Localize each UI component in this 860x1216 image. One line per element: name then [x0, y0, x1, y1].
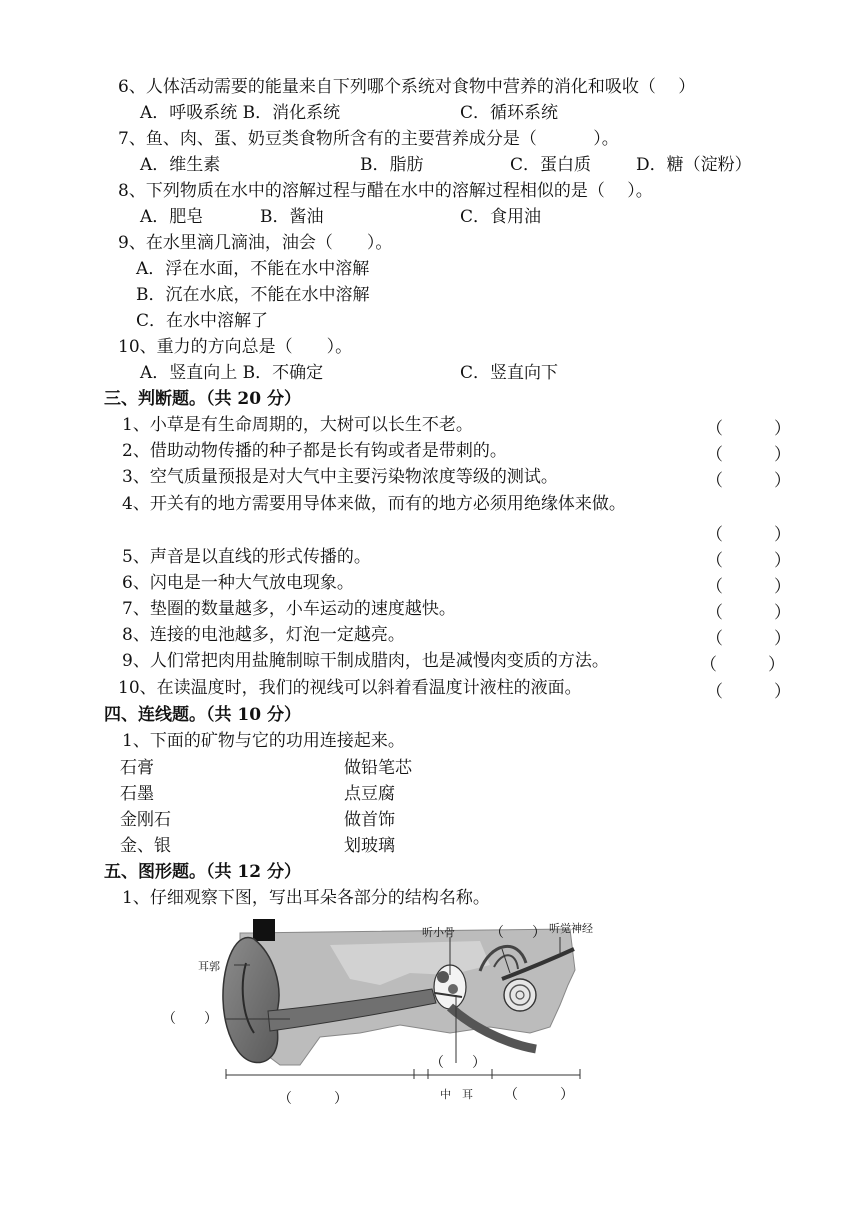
q9-option-c: C．在水中溶解了 [136, 311, 269, 331]
judge-item-2: 2、借助动物传播的种子都是长有钩或者是带刺的。 [122, 441, 507, 461]
mineral-item[interactable]: 石膏 [120, 758, 154, 778]
blank-ear-canal[interactable]: （ ） [162, 1011, 218, 1027]
q7-option-a: A．维生素 [140, 155, 221, 175]
q8-option-c: C．食用油 [460, 207, 542, 227]
mineral-item[interactable]: 金刚石 [120, 810, 171, 830]
question-9: 9、在水里滴几滴油，油会（ ）。 [118, 233, 393, 253]
question-8: 8、下列物质在水中的溶解过程与醋在水中的溶解过程相似的是（ ）。 [118, 181, 653, 201]
judge-item-4: 4、开关有的地方需要用导体来做，而有的地方必须用绝缘体来做。 [122, 494, 626, 514]
mineral-item[interactable]: 金、银 [120, 836, 171, 856]
answer-paren[interactable]: （ ） [700, 655, 785, 675]
question-7: 7、鱼、肉、蛋、奶豆类食物所含有的主要营养成分是（ ）。 [118, 129, 619, 149]
label-auricle: 耳郭 [198, 960, 220, 973]
judge-item-9: 9、人们常把肉用盐腌制晾干制成腊肉，也是减慢肉变质的方法。 [122, 651, 609, 671]
section5-title: 五、图形题。（共 12 分） [104, 862, 301, 882]
q9-option-b: B．沉在水底，不能在水中溶解 [136, 285, 370, 305]
label-ossicles: 听小骨 [422, 926, 455, 939]
q7-option-c: C．蛋白质 [510, 155, 592, 175]
judge-item-8: 8、连接的电池越多，灯泡一定越亮。 [122, 625, 405, 645]
answer-paren[interactable]: （ ） [706, 682, 791, 702]
q9-option-a: A．浮在水面，不能在水中溶解 [136, 259, 370, 279]
q7-option-b: B．脂肪 [360, 155, 424, 175]
answer-paren[interactable]: （ ） [706, 603, 791, 623]
use-item[interactable]: 划玻璃 [344, 836, 395, 856]
answer-paren[interactable]: （ ） [706, 551, 791, 571]
use-item[interactable]: 做首饰 [344, 810, 395, 830]
label-middle-ear: 中 耳 [440, 1088, 473, 1101]
judge-item-1: 1、小草是有生命周期的，大树可以长生不老。 [122, 415, 473, 435]
q7-option-d: D．糖（淀粉） [636, 155, 752, 175]
question-10: 10、重力的方向总是（ ）。 [118, 337, 353, 357]
blank-inner-ear[interactable]: （ ） [504, 1087, 574, 1103]
q6-option-c: C．循环系统 [460, 103, 559, 123]
answer-paren[interactable]: （ ） [706, 419, 791, 439]
blank-eardrum[interactable]: （ ） [430, 1055, 486, 1071]
answer-paren[interactable]: （ ） [706, 445, 791, 465]
question-6: 6、人体活动需要的能量来自下列哪个系统对食物中营养的消化和吸收（ ） [118, 77, 696, 97]
use-item[interactable]: 点豆腐 [344, 784, 395, 804]
answer-paren[interactable]: （ ） [706, 577, 791, 597]
section4-title: 四、连线题。（共 10 分） [104, 705, 301, 725]
use-item[interactable]: 做铅笔芯 [344, 758, 412, 778]
section3-title: 三、判断题。（共 20 分） [104, 389, 301, 409]
answer-paren[interactable]: （ ） [706, 525, 791, 545]
judge-item-5: 5、声音是以直线的形式传播的。 [122, 547, 371, 567]
q8-option-a: A．肥皂 [140, 207, 204, 227]
judge-item-3: 3、空气质量预报是对大气中主要污染物浓度等级的测试。 [122, 467, 558, 487]
q6-option-ab: A．呼吸系统 B．消化系统 [140, 103, 341, 123]
blank-outer-ear[interactable]: （ ） [278, 1091, 348, 1107]
blank-semicircular[interactable]: （ ） [490, 925, 546, 941]
answer-paren[interactable]: （ ） [706, 471, 791, 491]
q10-option-ab: A．竖直向上 B．不确定 [140, 363, 324, 383]
judge-item-6: 6、闪电是一种大气放电现象。 [122, 573, 354, 593]
q10-option-c: C．竖直向下 [460, 363, 559, 383]
mineral-item[interactable]: 石墨 [120, 784, 154, 804]
diagram-question: 1、仔细观察下图，写出耳朵各部分的结构名称。 [122, 888, 490, 908]
judge-item-7: 7、垫圈的数量越多，小车运动的速度越快。 [122, 599, 456, 619]
judge-item-10: 10、在读温度时，我们的视线可以斜着看温度计液柱的液面。 [118, 678, 582, 698]
answer-paren[interactable]: （ ） [706, 629, 791, 649]
match-question: 1、下面的矿物与它的功用连接起来。 [122, 731, 405, 751]
label-auditory-nerve: 听觉神经 [549, 922, 593, 935]
q8-option-b: B．酱油 [260, 207, 324, 227]
